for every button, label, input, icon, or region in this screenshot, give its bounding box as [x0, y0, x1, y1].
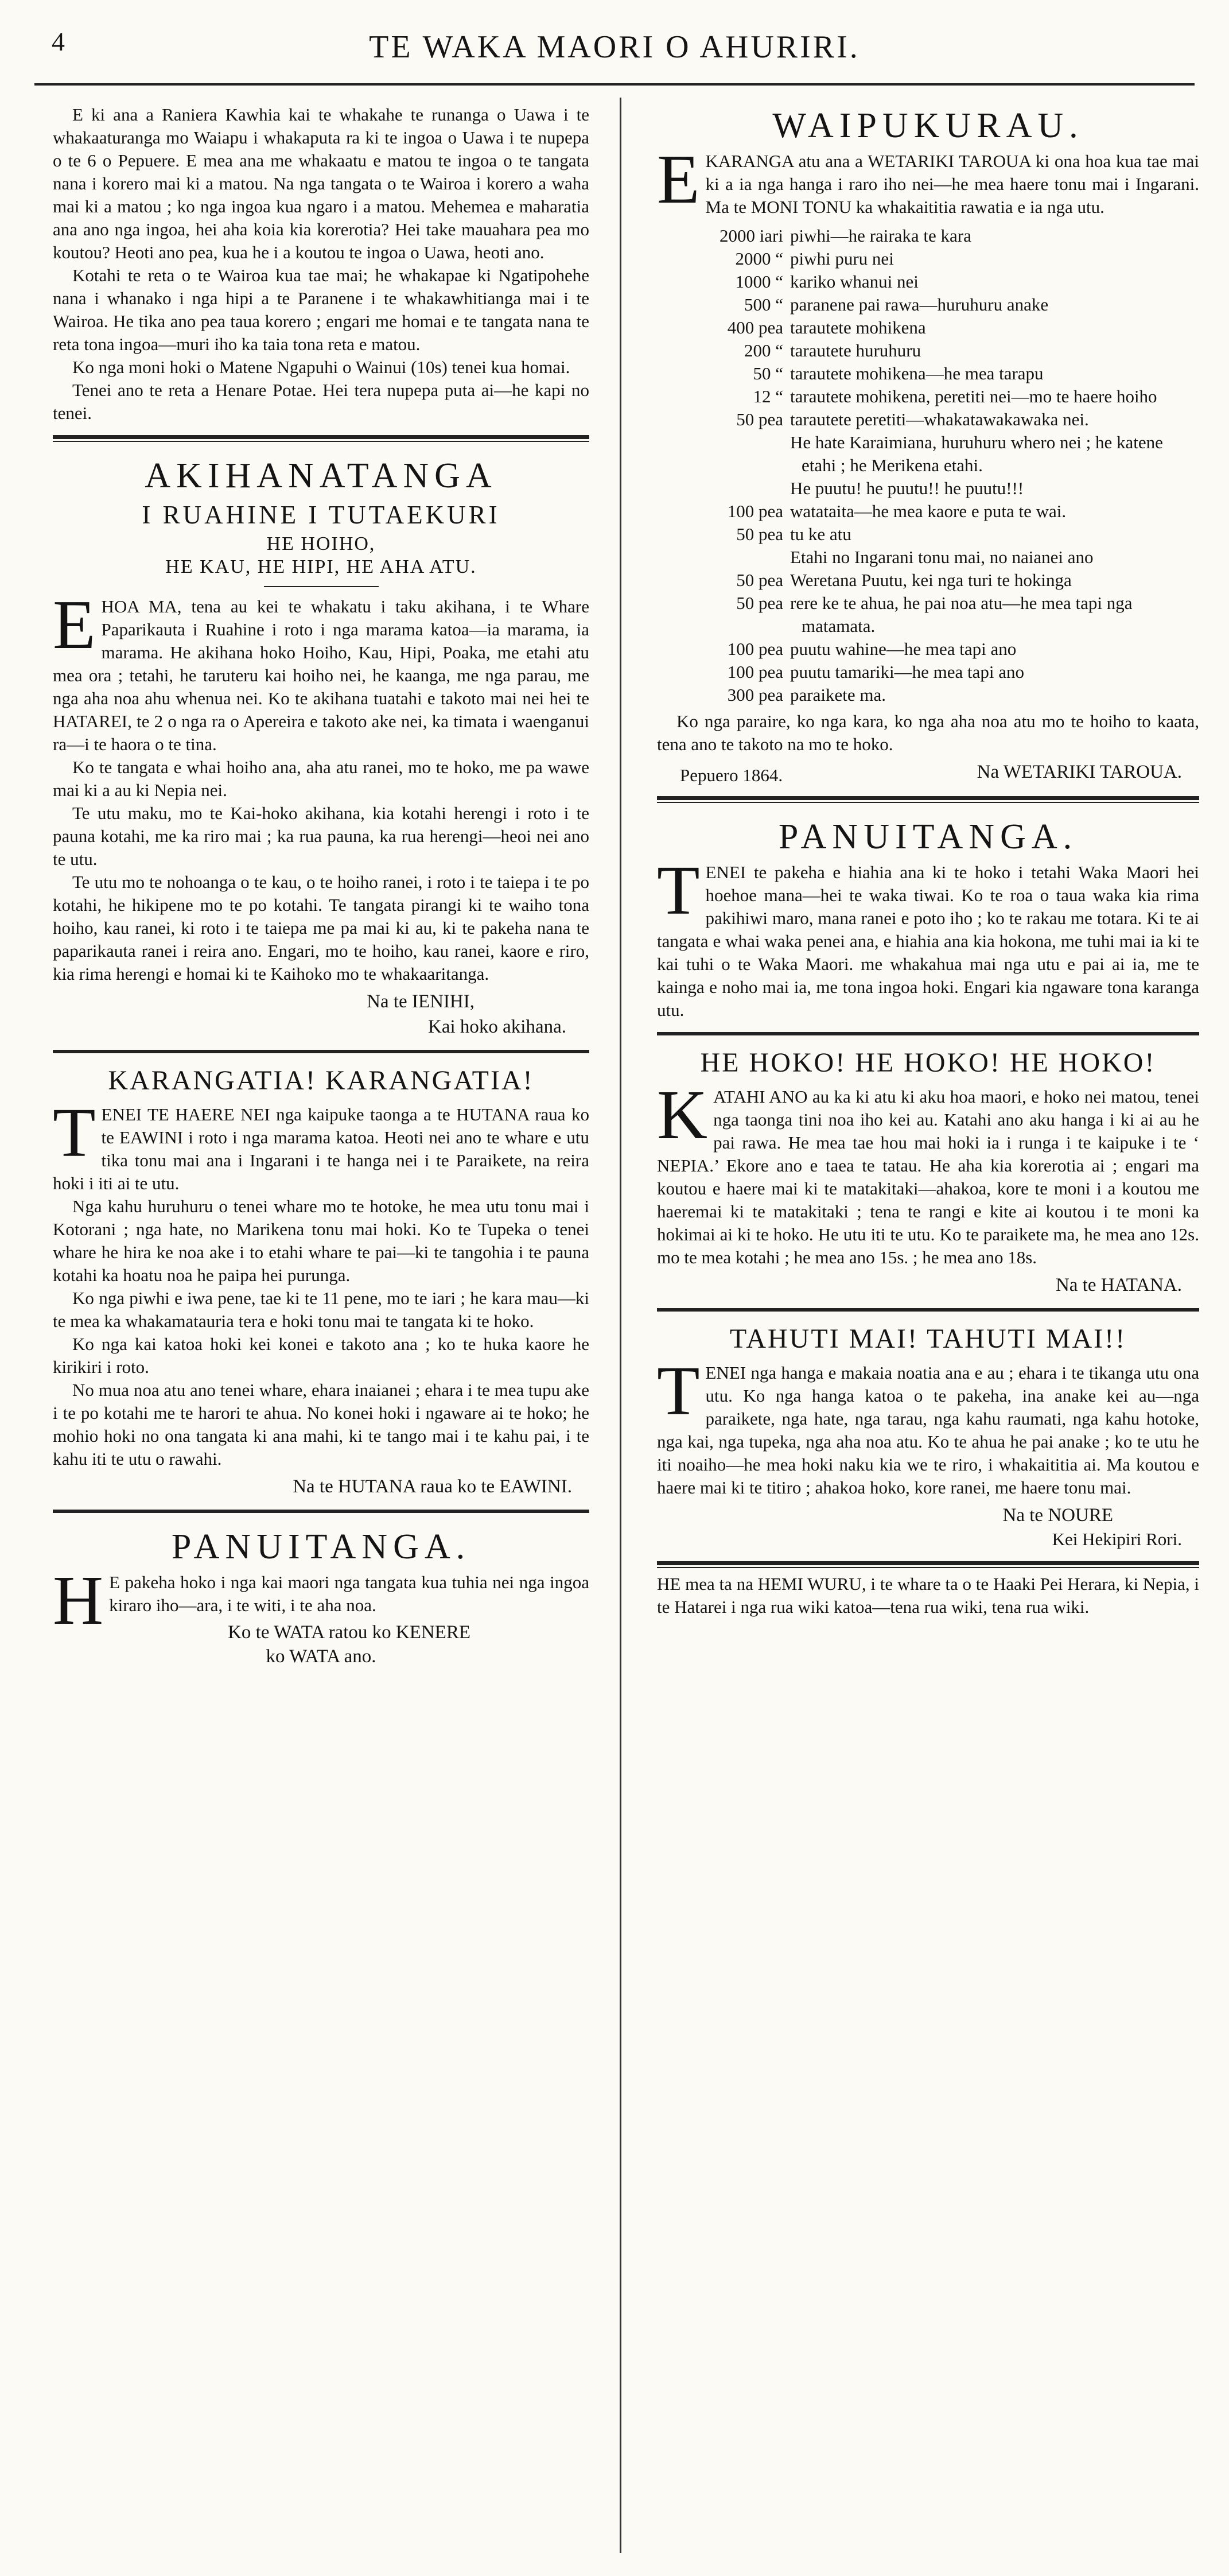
advert-title: TAHUTI MAI! TAHUTI MAI!!	[729, 1324, 1127, 1354]
goods-description: paraikete ma.	[790, 685, 886, 705]
tahuti-advert	[657, 1323, 1199, 1551]
goods-quantity: 400 pea	[727, 317, 783, 337]
advert-title: AKIHANATANGA	[145, 456, 497, 495]
signature-address: Kei Hekipiri Rori.	[1052, 1529, 1182, 1549]
advert-title: WAIPUKURAU.	[772, 106, 1084, 145]
section-rule	[657, 796, 1199, 803]
goods-quantity: 2000 iari	[719, 226, 783, 246]
goods-list-item	[657, 523, 1199, 546]
goods-list-item	[657, 684, 1199, 707]
drop-capital: T	[657, 852, 700, 929]
right-column	[657, 103, 1199, 2553]
section-rule	[53, 1050, 589, 1053]
signature-title: Kai hoko akihana.	[427, 1017, 566, 1037]
advert-paragraph: Te utu mo te nohoanga o te kau, o te hoiho ranei, i roto i te taiepa i te po kotahi, he hikipene mo te po kotahi. Te tangata pirangi ki te waiho tona hoiho, kau ranei, ki roto i te taiepa me pa mai ki au, ki te pakeha nana te paparikauta ranei i reira ano. Engari, mo te hoiho, kau ranei, kaore e riro, kia rima herengi e homai ki te Kaihoko mo te whakaaritanga.	[53, 872, 589, 984]
signature: Na te HATANA.	[1055, 1275, 1182, 1295]
page-number: 4	[52, 27, 65, 56]
short-rule	[264, 586, 379, 587]
drop-capital: H	[53, 1562, 104, 1639]
advert-paragraph: Ko nga kai katoa hoki kei konei e takoto ana ; ko te huka kaore he kirikiri i roto.	[53, 1334, 589, 1377]
goods-quantity: 500 “	[744, 294, 783, 315]
goods-list-item	[657, 339, 1199, 362]
advert-paragraph: No mua noa atu ano tenei whare, ehara inaianei ; ehara i te mea tupu ake i te po kotahi me te harori te ahua. No konei hoki i ngaware ai te hoko; he mohio hoki no ona tangata ki ana mahi, ki te tango mai i te kahu pai, i te kahu iti te utu o rawahi.	[53, 1380, 589, 1469]
goods-list-item	[657, 638, 1199, 661]
signature: Na te HUTANA raua ko te EAWINI.	[293, 1476, 572, 1497]
goods-list-item	[657, 569, 1199, 592]
drop-capital: E	[657, 141, 700, 218]
printer-notice: HE mea ta na HEMI WURU, i te whare ta o te Haaki Pei Herara, ki Nepia, i te Hatarei i nga rua wiki katoa—tena rua wiki, tena rua wiki.	[657, 1574, 1199, 1617]
editorial-paragraph: Tenei ano te reta a Henare Potae. Hei tera nupepa puta ai—he kapi no tenei.	[53, 380, 589, 423]
goods-list-item	[657, 592, 1199, 638]
goods-description: paranene pai rawa—huruhuru anake	[790, 294, 1049, 315]
advert-title: PANUITANGA.	[778, 817, 1078, 856]
section-rule	[657, 1561, 1199, 1568]
goods-quantity	[657, 431, 790, 477]
goods-quantity: 12 “	[753, 386, 783, 406]
advert-paragraph: ENEI te pakeha e hiahia ana ki te hoko i tetahi Waka Maori hei hoehoe mana—hei te waka tiwai. Ko te roa o taua waka kia rima pakihiwi maro, mana ranei e poto iho ; ko te rakau me totara. Ki te ai tangata e whai waka penei ana, e hiahia ana kia hokona, me tuhi mai ia ki te kai tuhi o te Waka Maori. me whakahua mai nga utu e pai ai ia, me te kainga e noho mai ia, me tona ingoa hoki. Engari kia ngaware tona karanga utu.	[657, 862, 1199, 1020]
goods-quantity: 50 pea	[736, 593, 783, 613]
advert-paragraph: Te utu maku, mo te Kai-hoko akihana, kia kotahi herengi i roto i te pauna kotahi, me ka riro mai ; ka rua pauna, ka rua herengi—heoi nei ano te utu.	[53, 803, 589, 869]
signature: Na te IENIHI,	[367, 991, 475, 1012]
date-line: Pepuero 1864.	[680, 765, 783, 785]
goods-quantity	[657, 477, 790, 500]
advert-paragraph: Ko te tangata e whai hoiho ana, aha atu ranei, mo te hoko, me pa wawe mai ki a au ki Nepia nei.	[53, 757, 589, 800]
goods-description: tarautete huruhuru	[790, 340, 921, 360]
goods-list-item	[657, 316, 1199, 339]
goods-quantity: 100 pea	[727, 639, 783, 659]
left-column	[53, 103, 589, 2553]
goods-list-item	[657, 477, 1199, 500]
advert-paragraph: ATAHI ANO au ka ki atu ki aku hoa maori, e hoko nei matou, tenei nga taonga tini noa iho kei au. Katahi ano aku hanga i ki ai au he pai rawa. He mea tae hou mai hoki ia i runga i te kaipuke i te ‘ NEPIA.’ Ekore ano e taea te tatau. He aha kia korerotia ai ; engari ma koutou e haere mai ki te matakitaki—ahakoa, kore te moni i a koutou me haeremai ki te matakitaki ; tena te rangi e kite ai koutou i te moni ka hokimai ai ki te hoko. He utu iti te utu. Ko te paraikete ma, he mea ano 12s. mo te mea kotahi ; he mea ano 15s. ; he mea ano 18s.	[657, 1087, 1199, 1267]
goods-quantity: 50 “	[753, 363, 783, 383]
goods-list-item	[657, 500, 1199, 523]
waipukurau-advert	[657, 106, 1199, 786]
goods-description: piwhi puru nei	[790, 249, 894, 269]
goods-list-item	[657, 247, 1199, 270]
signature: Na te NOURE	[1002, 1505, 1113, 1526]
advert-paragraph: ENEI TE HAERE NEI nga kaipuke taonga a te HUTANA raua ko te EAWINI i roto i nga marama katoa. Heoti nei ano te whare e utu tika tonu mai ana i Ingarani i te hanga nei i te Paraikete, na reira hoki i iti ai te utu.	[53, 1104, 589, 1193]
goods-list-item	[657, 408, 1199, 431]
goods-description: tarautete mohikena, peretiti nei—mo te haere hoiho	[790, 386, 1157, 406]
goods-description: Etahi no Ingarani tonu mai, no naianei ano	[790, 547, 1094, 567]
goods-description: tu ke atu	[790, 524, 851, 544]
drop-capital: T	[53, 1094, 96, 1171]
goods-list-item	[657, 385, 1199, 408]
goods-description: Weretana Puutu, kei nga turi te hokinga	[790, 570, 1072, 590]
advert-paragraph: KARANGA atu ana a WETARIKI TAROUA ki ona hoa kua tae mai ki a ia nga hanga i raro iho nei—he mea haere tonu mai i Ingarani. Ma te MONI TONU ka whakaititia rawatia e ia nga utu.	[705, 151, 1199, 217]
goods-description: tarautete peretiti—whakatawakawaka nei.	[790, 409, 1089, 429]
signature: Na WETARIKI TAROUA.	[977, 762, 1182, 782]
advert-paragraph: E pakeha hoko i nga kai maori nga tangata kua tuhia nei nga ingoa kiraro iho—ara, i te witi, i te aha noa.	[109, 1572, 589, 1615]
advert-paragraph: Ko nga paraire, ko nga kara, ko nga aha noa atu mo te hoiho to kaata, tena ano te takoto na mo te hoko.	[657, 711, 1199, 754]
goods-quantity: 50 pea	[736, 524, 783, 544]
karangatia-advert	[53, 1065, 589, 1499]
akihana-advert	[53, 456, 589, 1039]
advert-title: HE HOKO! HE HOKO! HE HOKO!	[700, 1048, 1156, 1078]
goods-description: tarautete mohikena—he mea tarapu	[790, 363, 1044, 383]
advert-subheading: HE HOIHO,	[266, 533, 376, 554]
goods-quantity: 100 pea	[727, 501, 783, 521]
goods-list-item	[657, 270, 1199, 293]
hehoko-advert	[657, 1047, 1199, 1298]
section-rule	[657, 1032, 1199, 1035]
goods-list-item	[657, 362, 1199, 385]
drop-capital: E	[53, 586, 96, 664]
editorial-paragraph: Kotahi te reta o te Wairoa kua tae mai; he whakapae ki Ngatipohehe nana i whanako i nga hipi a te Paranene i te whakawhitianga mai i te Wairoa. He tika ano pea taua korero ; engari me homai e te tangata nana te reta tona ingoa—muri iho ka taia tona reta e matou.	[53, 265, 589, 354]
goods-list-item	[657, 224, 1199, 247]
advert-title: KARANGATIA! KARANGATIA!	[108, 1065, 534, 1096]
goods-description: He puutu! he puutu!! he puutu!!!	[790, 478, 1024, 498]
goods-quantity: 300 pea	[727, 685, 783, 705]
editorial-paragraph: E ki ana a Raniera Kawhia kai te whakahe te runanga o Uawa i te whakaaturanga mo Waiapu i whakaputa ra ki te ingoa o Uawa i te nupepa o te 6 o Pepuere. E mea ana me whakaatu e matou te ingoa o te tangata nana i korero mai ki a matou. Na nga tangata o te Wairoa i korero a waha mai ki a matou ; ko nga ingoa kua ngaro i a matou. Mehemea e maharatia ana ano nga ingoa, hei aha koia kia korerotia? Hei take mauahara pea mo koutou? Heoti ano pea, kua he i a koutou te ingoa o Uawa, heoti ano.	[53, 104, 589, 262]
goods-description: watataita—he mea kaore e puta te wai.	[790, 501, 1067, 521]
advert-paragraph: Ko nga piwhi e iwa pene, tae ki te 11 pene, mo te iari ; he kara mau—ki te mea ka whakamatauria tera e hoki tonu mai te tangata ki te hoko.	[53, 1288, 589, 1331]
goods-list-item	[657, 546, 1199, 569]
goods-description: puutu tamariki—he mea tapi ano	[790, 662, 1025, 682]
editorial-notes	[53, 103, 589, 425]
column-divider	[620, 98, 621, 2553]
header-rule	[34, 83, 1195, 86]
signature: Ko te WATA ratou ko KENERE	[228, 1622, 471, 1643]
advert-paragraph: ENEI nga hanga e makaia noatia ana e au ; ehara i te tikanga utu ona utu. Ko nga hanga katoa o te pakeha, ina anake kei au—nga paraikete, nga hate, nga tarau, nga kahu raumati, nga kahu hotoke, nga kai, nga tupeka, nga aha noa atu. Ko te ahua he pai anake ; ko te utu he iti noaiho—he mea hoki naku kia we te riro, i whakaititia ai. Ma koutou e haere mai ki te titiro ; ahakoa hoko, kore ranei, me haere tonu mai.	[657, 1363, 1199, 1498]
goods-quantity	[657, 546, 790, 569]
section-rule	[53, 435, 589, 442]
editorial-paragraph: Ko nga moni hoki o Matene Ngapuhi o Wainui (10s) tenei kua homai.	[72, 357, 570, 377]
goods-description: He hate Karaimiana, huruhuru whero nei ; he katene etahi ; he Merikena etahi.	[790, 432, 1163, 475]
goods-quantity: 50 pea	[736, 570, 783, 590]
goods-quantity: 2000 “	[735, 249, 783, 269]
advert-subtitle: I RUAHINE I TUTAEKURI	[142, 501, 500, 529]
drop-capital: T	[657, 1352, 700, 1430]
drop-capital: K	[657, 1076, 708, 1154]
goods-quantity: 100 pea	[727, 662, 783, 682]
goods-description: piwhi—he rairaka te kara	[790, 226, 971, 246]
advert-title: PANUITANGA.	[171, 1527, 471, 1566]
advert-subheading: HE KAU, HE HIPI, HE AHA ATU.	[165, 556, 477, 577]
signature: ko WATA ano.	[266, 1646, 376, 1667]
goods-list	[657, 224, 1199, 707]
panuitanga-wata-advert	[53, 1527, 589, 1669]
advert-paragraph: Nga kahu huruhuru o tenei whare mo te hotoke, he mea utu tonu mai i Kotorani ; nga hate, no Marikena tonu mai hoki. Ko te Tupeka o tenei whare he hira ke noa ake i to etahi whare te pai—ki te tangohia i te pauna kotahi ka hoatu noa he paipa hei purunga.	[53, 1196, 589, 1285]
goods-quantity: 200 “	[744, 340, 783, 360]
goods-description: tarautete mohikena	[790, 317, 926, 337]
goods-list-item	[657, 293, 1199, 316]
goods-description: puutu wahine—he mea tapi ano	[790, 639, 1017, 659]
panuitanga-waka-advert	[657, 817, 1199, 1022]
goods-quantity: 50 pea	[736, 409, 783, 429]
section-rule	[53, 1510, 589, 1513]
goods-description: kariko whanui nei	[790, 271, 919, 292]
section-rule	[657, 1308, 1199, 1312]
goods-list-item	[657, 661, 1199, 684]
goods-list-item	[657, 431, 1199, 477]
goods-quantity: 1000 “	[735, 271, 783, 292]
running-title: TE WAKA MAORI O AHURIRI.	[369, 29, 860, 65]
goods-description: rere ke te ahua, he pai noa atu—he mea tapi nga matamata.	[790, 593, 1133, 636]
advert-paragraph: HOA MA, tena au kei te whakatu i taku akihana, i te Whare Paparikauta i Ruahine i roto i nga marama katoa—ia marama, ia marama. He akihana hoko Hoiho, Kau, Hipi, Poaka, me etahi atu mea ora ; tetahi, he taruteru kai hoiho nei, he kaanga, me nga parau, me nga aha noa ahu whenua nei. Ko te akihana tuatahi e takoto mai nei hei te HATAREI, te 2 o nga ra o Apereira e takoto ake nei, ka timata i waenganui ra—i te haora o te tina.	[53, 596, 589, 754]
